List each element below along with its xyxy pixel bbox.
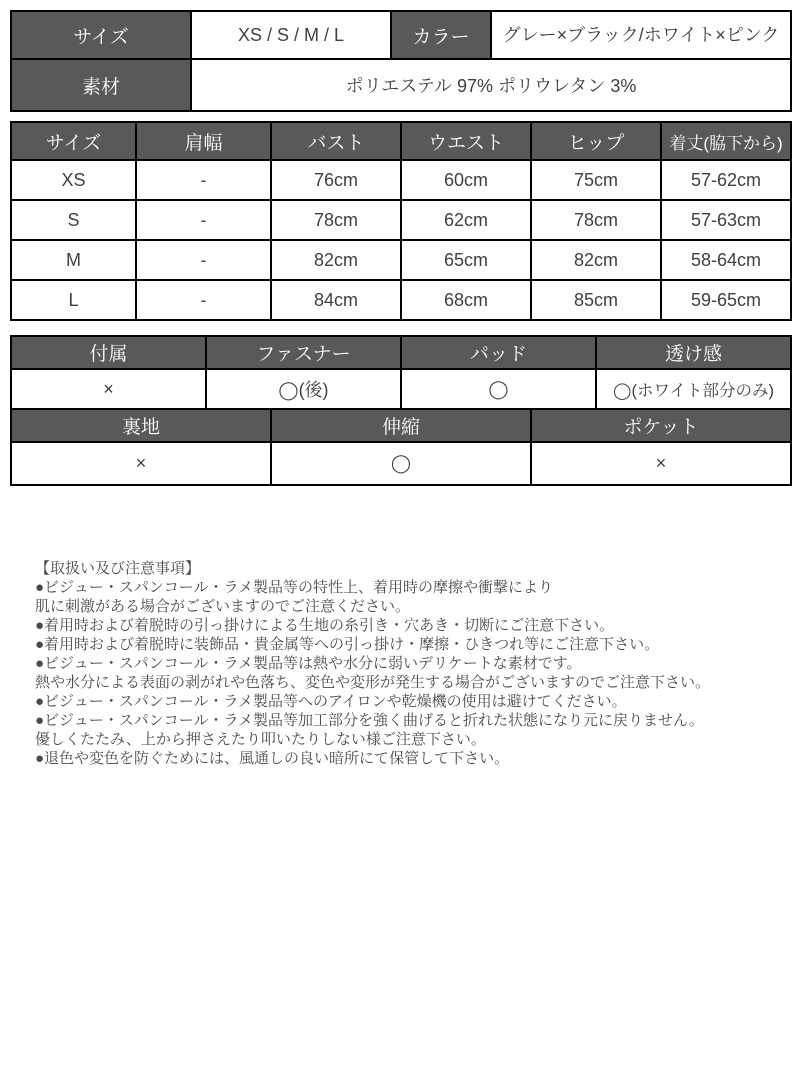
table-row-m — [11, 240, 791, 280]
notes-line: ●ビジュー・スパンコール・ラメ製品等は熱や水分に弱いデリケートな素材です。 — [35, 655, 582, 672]
cell-shoulder: - — [136, 200, 271, 240]
cell-size: L — [11, 280, 136, 320]
features-table-bottom — [10, 408, 792, 486]
pocket-label: ポケット — [531, 409, 791, 442]
cell-shoulder: - — [136, 280, 271, 320]
features-header-row-2 — [11, 409, 791, 442]
cell-length: 59-65cm — [661, 280, 791, 320]
table-row-s — [11, 200, 791, 240]
pad-value: ◯ — [401, 369, 596, 409]
stretch-value: ◯ — [271, 442, 531, 485]
material-label: 素材 — [11, 59, 191, 111]
notes-line: ●ビジュー・スパンコール・ラメ製品等の特性上、着用時の摩擦や衝撃により — [35, 579, 554, 596]
col-header-length: 着丈(脇下から) — [661, 122, 791, 160]
spacer — [10, 321, 790, 335]
col-header-bust: バスト — [271, 122, 401, 160]
cell-length: 57-62cm — [661, 160, 791, 200]
pad-label: パッド — [401, 336, 596, 369]
notes-line: 熱や水分による表面の剥がれや色落ち、変色や変形が発生する場合がございますのでご注意下さい。 — [35, 674, 711, 691]
cell-shoulder: - — [136, 240, 271, 280]
cell-hip: 75cm — [531, 160, 661, 200]
cell-hip: 82cm — [531, 240, 661, 280]
cell-waist: 62cm — [401, 200, 531, 240]
features-table-top — [10, 335, 792, 410]
features-value-row-1 — [11, 369, 791, 409]
col-header-hip: ヒップ — [531, 122, 661, 160]
fastener-label: ファスナー — [206, 336, 401, 369]
cell-size: XS — [11, 160, 136, 200]
handling-notes — [35, 559, 790, 768]
col-header-waist: ウエスト — [401, 122, 531, 160]
spec-row-size-color — [11, 11, 791, 59]
lining-label: 裏地 — [11, 409, 271, 442]
color-value: グレー×ブラック/ホワイト×ピンク — [491, 11, 791, 59]
cell-bust: 76cm — [271, 160, 401, 200]
size-label: サイズ — [11, 11, 191, 59]
notes-line: ●ビジュー・スパンコール・ラメ製品等へのアイロンや乾燥機の使用は避けてください。 — [35, 693, 627, 710]
accessory-label: 付属 — [11, 336, 206, 369]
features-value-row-2 — [11, 442, 791, 485]
pocket-value: × — [531, 442, 791, 485]
notes-line: ●着用時および着脱時の引っ掛けによる生地の糸引き・穴あき・切断にご注意下さい。 — [35, 617, 615, 634]
cell-hip: 85cm — [531, 280, 661, 320]
sheerness-label: 透け感 — [596, 336, 791, 369]
cell-bust: 84cm — [271, 280, 401, 320]
features-header-row-1 — [11, 336, 791, 369]
material-value: ポリエステル 97% ポリウレタン 3% — [191, 59, 791, 111]
table-row-l — [11, 280, 791, 320]
col-header-shoulder: 肩幅 — [136, 122, 271, 160]
notes-line: ●退色や変色を防ぐためには、風通しの良い暗所にて保管して下さい。 — [35, 750, 510, 767]
notes-line: 優しくたたみ、上から押さえたり叩いたりしない様ご注意下さい。 — [35, 731, 486, 748]
cell-shoulder: - — [136, 160, 271, 200]
spacer — [10, 112, 790, 121]
cell-size: M — [11, 240, 136, 280]
cell-length: 57-63cm — [661, 200, 791, 240]
cell-hip: 78cm — [531, 200, 661, 240]
table-row-xs — [11, 160, 791, 200]
measurements-table — [10, 121, 792, 321]
cell-size: S — [11, 200, 136, 240]
cell-length: 58-64cm — [661, 240, 791, 280]
spec-row-material — [11, 59, 791, 111]
cell-bust: 82cm — [271, 240, 401, 280]
color-label: カラー — [391, 11, 491, 59]
notes-title: 【取扱い及び注意事項】 — [35, 560, 201, 577]
sheerness-value: ◯(ホワイト部分のみ) — [596, 369, 791, 409]
notes-line: 肌に刺激がある場合がございますのでご注意ください。 — [35, 598, 411, 615]
measurements-header-row — [11, 122, 791, 160]
notes-line: ●ビジュー・スパンコール・ラメ製品等加工部分を強く曲げると折れた状態になり元に戻りません。 — [35, 712, 704, 729]
cell-waist: 65cm — [401, 240, 531, 280]
col-header-size: サイズ — [11, 122, 136, 160]
stretch-label: 伸縮 — [271, 409, 531, 442]
cell-waist: 60cm — [401, 160, 531, 200]
lining-value: × — [11, 442, 271, 485]
notes-line: ●着用時および着脱時に装飾品・貴金属等への引っ掛け・摩擦・ひきつれ等にご注意下さい。 — [35, 636, 660, 653]
accessory-value: × — [11, 369, 206, 409]
size-value: XS / S / M / L — [191, 11, 391, 59]
cell-waist: 68cm — [401, 280, 531, 320]
spec-table — [10, 10, 792, 112]
fastener-value: ◯(後) — [206, 369, 401, 409]
cell-bust: 78cm — [271, 200, 401, 240]
